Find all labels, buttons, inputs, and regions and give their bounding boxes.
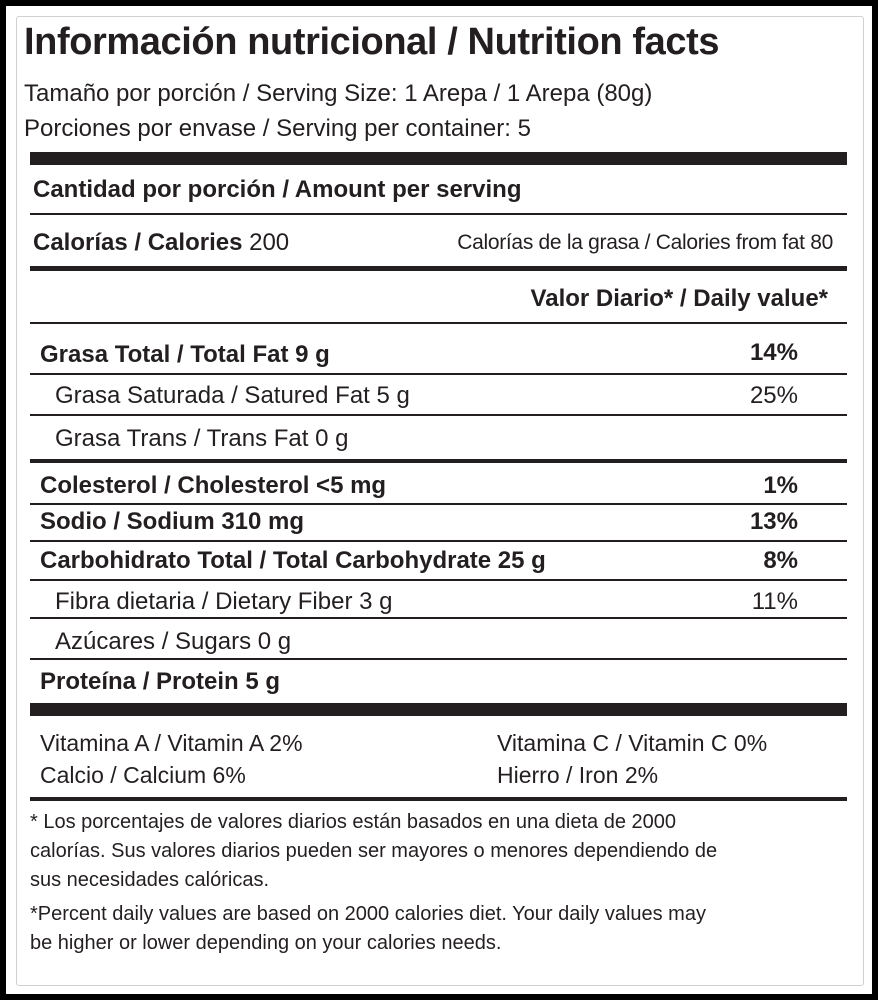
calories-label: Calorías / Calories	[33, 229, 243, 256]
servings-per-container: Porciones por envase / Serving per container: 5	[24, 115, 531, 142]
rule-divider	[30, 213, 847, 215]
calories-value: 200	[249, 229, 290, 256]
total-fat-label: Grasa Total / Total Fat 9 g	[40, 341, 330, 368]
footnote-es-line: calorías. Sus valores diarios pueden ser mayores o menores dependiendo de	[30, 840, 718, 862]
rule-medium	[30, 459, 847, 463]
rule-divider	[30, 617, 847, 619]
footnote-en-line: be higher or lower depending on your calories needs.	[30, 932, 502, 954]
rule-medium	[30, 797, 847, 801]
vitamin-c: Vitamina C / Vitamin C 0%	[497, 730, 768, 756]
cholesterol-label: Colesterol / Cholesterol <5 mg	[40, 472, 387, 499]
saturated-fat-label: Grasa Saturada / Satured Fat 5 g	[55, 382, 410, 409]
label-title: Información nutricional / Nutrition facts	[24, 21, 720, 63]
rule-divider	[30, 579, 847, 581]
saturated-fat-pct: 25%	[749, 382, 798, 409]
sodium-label: Sodio / Sodium 310 mg	[40, 508, 305, 535]
footnote-en-line: *Percent daily values are based on 2000 calories diet. Your daily values may	[30, 903, 706, 925]
rule-divider	[30, 658, 847, 660]
rule-medium	[30, 266, 847, 271]
rule-divider	[30, 503, 847, 505]
rule-divider	[30, 540, 847, 542]
calories-from-fat: Calorías de la grasa / Calories from fat 80	[457, 231, 833, 254]
amount-per-serving: Cantidad por porción / Amount per serving	[33, 176, 522, 203]
dietary-fiber-label: Fibra dietaria / Dietary Fiber 3 g	[55, 588, 393, 615]
rule-thick-top	[30, 152, 847, 165]
cholesterol-pct: 1%	[763, 472, 798, 499]
total-carb-label: Carbohidrato Total / Total Carbohydrate 25 g	[40, 547, 546, 574]
footnote-es-line: sus necesidades calóricas.	[30, 869, 270, 891]
rule-divider	[30, 322, 847, 324]
rule-divider	[30, 373, 847, 375]
iron: Hierro / Iron 2%	[497, 762, 659, 788]
sugars-label: Azúcares / Sugars 0 g	[55, 628, 292, 655]
vitamin-a: Vitamina A / Vitamin A 2%	[40, 730, 303, 756]
trans-fat-label: Grasa Trans / Trans Fat 0 g	[55, 425, 349, 452]
protein-label: Proteína / Protein 5 g	[40, 668, 281, 695]
rule-thick-vitamins	[30, 703, 847, 716]
footnote-es-line: * Los porcentajes de valores diarios están basados en una dieta de 2000	[30, 811, 677, 833]
sodium-pct: 13%	[749, 508, 798, 535]
total-fat-pct: 14%	[749, 339, 798, 366]
calories-row	[33, 229, 289, 257]
rule-divider	[30, 414, 847, 416]
calcium: Calcio / Calcium 6%	[40, 762, 246, 788]
dietary-fiber-pct: 11%	[751, 588, 798, 615]
daily-value-header: Valor Diario* / Daily value*	[530, 285, 828, 312]
serving-size: Tamaño por porción / Serving Size: 1 Arepa / 1 Arepa (80g)	[24, 80, 653, 107]
total-carb-pct: 8%	[763, 547, 798, 574]
